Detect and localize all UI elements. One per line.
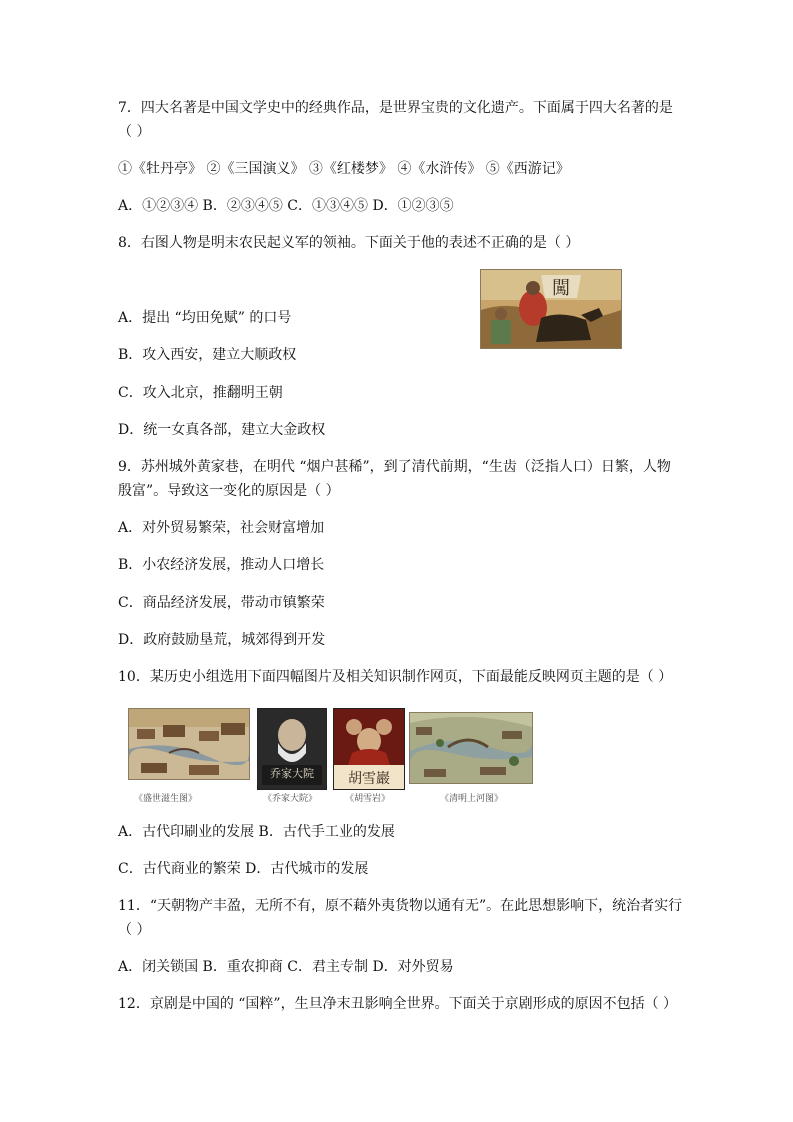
q8-leader-illustration [481,270,621,348]
q9-option-d: D．政府鼓励垦荒，城郊得到开发 [118,632,326,648]
q7-items: ①《牡丹亭》 ②《三国演义》 ③《红楼梦》 ④《水浒传》 ⑤《西游记》 [118,161,570,177]
q8-option-d: D．统一女真各部，建立大金政权 [118,422,326,438]
q10-caption-2: 《乔家大院》 [263,794,318,804]
q7-stem-line1: 7．四大名著是中国文学史中的经典作品，是世界宝贵的文化遗产。下面属于四大名著的是 [118,100,673,116]
q11-stem-line1: 11．“天朝物产丰盈，无所不有，原不藉外夷货物以通有无”。在此思想影响下，统治者实行 [118,898,683,914]
q10-image-qingming [409,712,533,784]
q7-options: A．①②③④ B．②③④⑤ C．①③④⑤ D．①②③⑤ [118,198,454,214]
q9-option-b: B．小农经济发展，推动人口增长 [118,557,325,573]
q8-option-a: A．提出 “均田免赋” 的口号 [118,310,292,326]
q10-caption-4: 《清明上河图》 [440,794,504,804]
q10-stem: 10．某历史小组选用下面四幅图片及相关知识制作网页，下面最能反映网页主题的是（ ） [118,669,673,685]
q10-caption-1: 《盛世滋生图》 [134,794,198,804]
q8-banner-char: 闖 [552,278,570,299]
q10-options-line1: A．古代印刷业的发展 B．古代手工业的发展 [118,824,395,840]
q11-stem-line2: （ ） [118,922,151,938]
q8-leader-image [480,269,622,349]
q10-poster2-title: 乔家大院 [270,767,314,780]
q10-image-qiaojia [257,708,327,790]
q10-options-line2: C．古代商业的繁荣 D．古代城市的发展 [118,861,369,877]
q8-option-c: C．攻入北京，推翻明王朝 [118,385,283,401]
q7-stem-line2: （ ） [118,124,151,140]
q8-stem: 8．右图人物是明末农民起义军的领袖。下面关于他的表述不正确的是（ ） [118,235,580,251]
q12-stem: 12．京剧是中国的 “国粹”，生旦净末丑影响全世界。下面关于京剧形成的原因不包括（ ） [118,996,678,1012]
q9-stem-line2: 殷富”。导致这一变化的原因是（ ） [118,483,340,499]
q9-option-a: A．对外贸易繁荣，社会财富增加 [118,520,325,536]
q10-image-shengshi [128,708,250,780]
q10-image-huxueyan [333,708,405,790]
q10-poster3-title: 胡雪巖 [348,771,390,787]
q10-caption-3: 《胡雪岩》 [345,794,391,804]
q9-option-c: C．商品经济发展，带动市镇繁荣 [118,595,325,611]
q8-option-b: B．攻入西安，建立大顺政权 [118,347,297,363]
q9-stem-line1: 9．苏州城外黄家巷，在明代 “烟户甚稀”，到了清代前期，“生齿（泛指人口）日繁，人物 [118,459,671,475]
q11-options: A．闭关锁国 B．重农抑商 C．君主专制 D．对外贸易 [118,959,454,975]
